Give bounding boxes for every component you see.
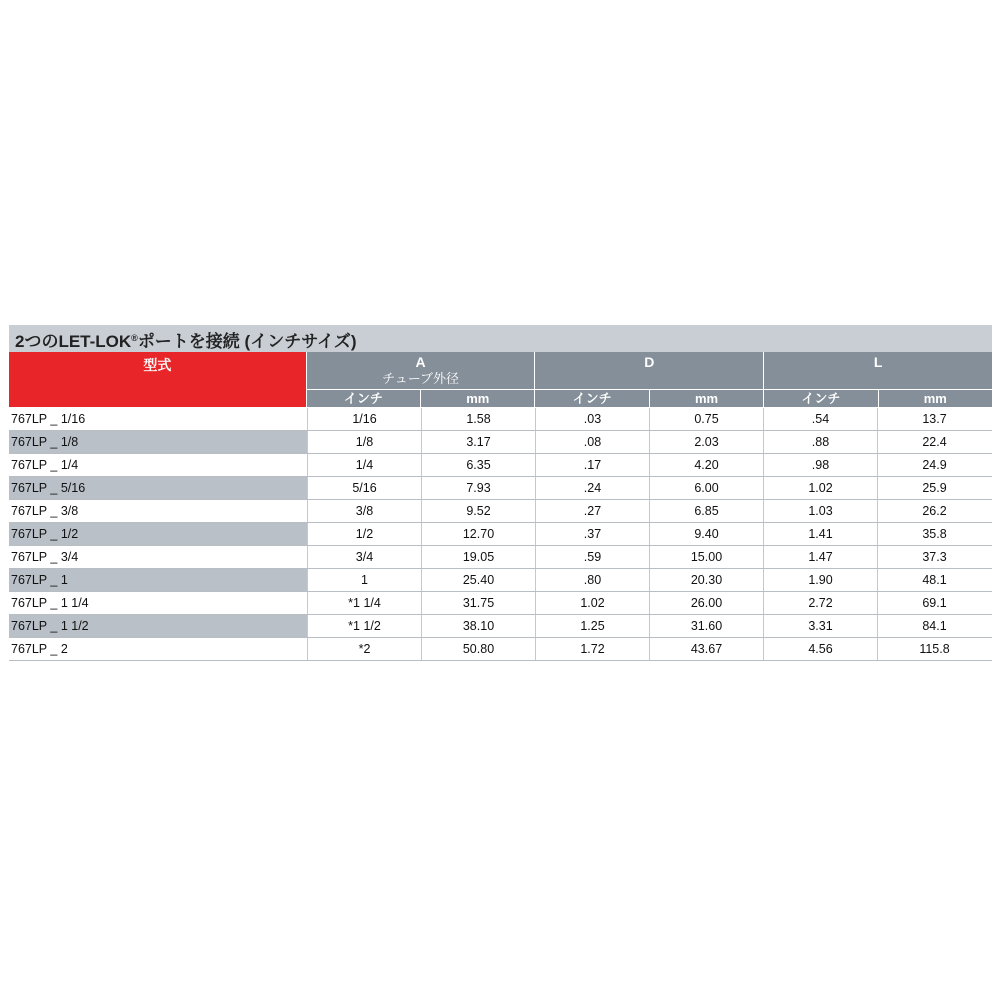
- table-row: [9, 592, 992, 615]
- d-mm-cell: 6.00: [649, 477, 763, 499]
- table-title-suffix: ポートを接続 (インチサイズ): [137, 332, 357, 351]
- model-cell: 767LP _ 1/8: [9, 431, 307, 453]
- d-inch-cell: 1.25: [535, 615, 649, 637]
- a-mm-cell: 1.58: [421, 408, 535, 430]
- a-inch-cell: 1/16: [307, 408, 421, 430]
- d-inch-cell: .24: [535, 477, 649, 499]
- table-title-text: 2つのLET-LOK: [15, 332, 132, 351]
- group-a-subtitle: チューブ外径: [382, 371, 460, 386]
- table-row: [9, 638, 992, 661]
- d-mm-cell: 6.85: [649, 500, 763, 522]
- group-d-header: [535, 352, 763, 389]
- d-mm-cell: 15.00: [649, 546, 763, 568]
- table-row: [9, 523, 992, 546]
- group-d-letter: D: [644, 354, 655, 370]
- group-l-header: [764, 352, 992, 389]
- group-a-header: [307, 352, 535, 389]
- l-mm-header: mm: [879, 390, 992, 407]
- a-inch-cell: *1 1/4: [307, 592, 421, 614]
- registered-mark: ®: [131, 333, 138, 343]
- model-cell: 767LP _ 2: [9, 638, 307, 660]
- a-mm-cell: 7.93: [421, 477, 535, 499]
- d-mm-cell: 4.20: [649, 454, 763, 476]
- d-inch-cell: .80: [535, 569, 649, 591]
- d-inch-cell: .08: [535, 431, 649, 453]
- l-inch-cell: .54: [763, 408, 877, 430]
- l-mm-cell: 69.1: [877, 592, 991, 614]
- model-cell: 767LP _ 3/4: [9, 546, 307, 568]
- l-inch-cell: 1.90: [763, 569, 877, 591]
- a-inch-cell: 1: [307, 569, 421, 591]
- l-inch-cell: 2.72: [763, 592, 877, 614]
- table-row: [9, 431, 992, 454]
- d-mm-cell: 20.30: [649, 569, 763, 591]
- table-row: [9, 546, 992, 569]
- table-row: [9, 477, 992, 500]
- l-inch-cell: 1.47: [763, 546, 877, 568]
- spec-table: [9, 325, 992, 661]
- l-mm-cell: 22.4: [877, 431, 991, 453]
- a-inch-cell: 3/8: [307, 500, 421, 522]
- column-group-d: [535, 352, 763, 407]
- d-mm-cell: 43.67: [649, 638, 763, 660]
- table-header: [9, 352, 992, 407]
- l-inch-cell: 4.56: [763, 638, 877, 660]
- a-inch-cell: 1/4: [307, 454, 421, 476]
- d-mm-cell: 0.75: [649, 408, 763, 430]
- d-mm-cell: 26.00: [649, 592, 763, 614]
- a-mm-cell: 3.17: [421, 431, 535, 453]
- a-inch-cell: *1 1/2: [307, 615, 421, 637]
- model-cell: 767LP _ 3/8: [9, 500, 307, 522]
- l-mm-cell: 35.8: [877, 523, 991, 545]
- model-cell: 767LP _ 1 1/4: [9, 592, 307, 614]
- model-cell: 767LP _ 1/2: [9, 523, 307, 545]
- model-cell: 767LP _ 1 1/2: [9, 615, 307, 637]
- l-inch-header: インチ: [764, 390, 877, 407]
- a-mm-cell: 19.05: [421, 546, 535, 568]
- table-row: [9, 408, 992, 431]
- l-mm-cell: 24.9: [877, 454, 991, 476]
- column-group-l: [764, 352, 992, 407]
- d-mm-cell: 9.40: [649, 523, 763, 545]
- d-inch-cell: .27: [535, 500, 649, 522]
- l-mm-cell: 26.2: [877, 500, 991, 522]
- l-mm-cell: 13.7: [877, 408, 991, 430]
- model-cell: 767LP _ 5/16: [9, 477, 307, 499]
- l-inch-cell: 1.41: [763, 523, 877, 545]
- d-inch-cell: 1.02: [535, 592, 649, 614]
- l-inch-cell: 1.03: [763, 500, 877, 522]
- group-l-letter: L: [873, 354, 883, 370]
- l-inch-cell: .98: [763, 454, 877, 476]
- table-row: [9, 569, 992, 592]
- a-inch-cell: 1/8: [307, 431, 421, 453]
- model-cell: 767LP _ 1/4: [9, 454, 307, 476]
- d-inch-cell: .59: [535, 546, 649, 568]
- a-mm-cell: 6.35: [421, 454, 535, 476]
- d-mm-cell: 31.60: [649, 615, 763, 637]
- l-mm-cell: 84.1: [877, 615, 991, 637]
- a-mm-cell: 50.80: [421, 638, 535, 660]
- model-cell: 767LP _ 1: [9, 569, 307, 591]
- table-row: [9, 615, 992, 638]
- d-inch-cell: .37: [535, 523, 649, 545]
- l-mm-cell: 48.1: [877, 569, 991, 591]
- a-inch-cell: 3/4: [307, 546, 421, 568]
- a-mm-cell: 25.40: [421, 569, 535, 591]
- l-inch-cell: 1.02: [763, 477, 877, 499]
- l-mm-cell: 25.9: [877, 477, 991, 499]
- d-inch-header: インチ: [535, 390, 648, 407]
- l-mm-cell: 115.8: [877, 638, 991, 660]
- table-row: [9, 500, 992, 523]
- d-mm-header: mm: [650, 390, 763, 407]
- l-inch-cell: .88: [763, 431, 877, 453]
- table-row: [9, 454, 992, 477]
- a-inch-cell: 1/2: [307, 523, 421, 545]
- d-inch-cell: .03: [535, 408, 649, 430]
- a-mm-cell: 12.70: [421, 523, 535, 545]
- column-group-a: [307, 352, 535, 407]
- a-mm-cell: 9.52: [421, 500, 535, 522]
- a-inch-cell: 5/16: [307, 477, 421, 499]
- table-body: [9, 408, 992, 661]
- l-inch-cell: 3.31: [763, 615, 877, 637]
- l-mm-cell: 37.3: [877, 546, 991, 568]
- model-column-header: 型式: [9, 352, 306, 407]
- d-inch-cell: .17: [535, 454, 649, 476]
- a-mm-cell: 38.10: [421, 615, 535, 637]
- a-mm-cell: 31.75: [421, 592, 535, 614]
- a-mm-header: mm: [421, 390, 534, 407]
- d-mm-cell: 2.03: [649, 431, 763, 453]
- d-inch-cell: 1.72: [535, 638, 649, 660]
- group-a-letter: A: [415, 354, 426, 370]
- table-title: [9, 325, 992, 352]
- a-inch-cell: *2: [307, 638, 421, 660]
- model-cell: 767LP _ 1/16: [9, 408, 307, 430]
- a-inch-header: インチ: [307, 390, 420, 407]
